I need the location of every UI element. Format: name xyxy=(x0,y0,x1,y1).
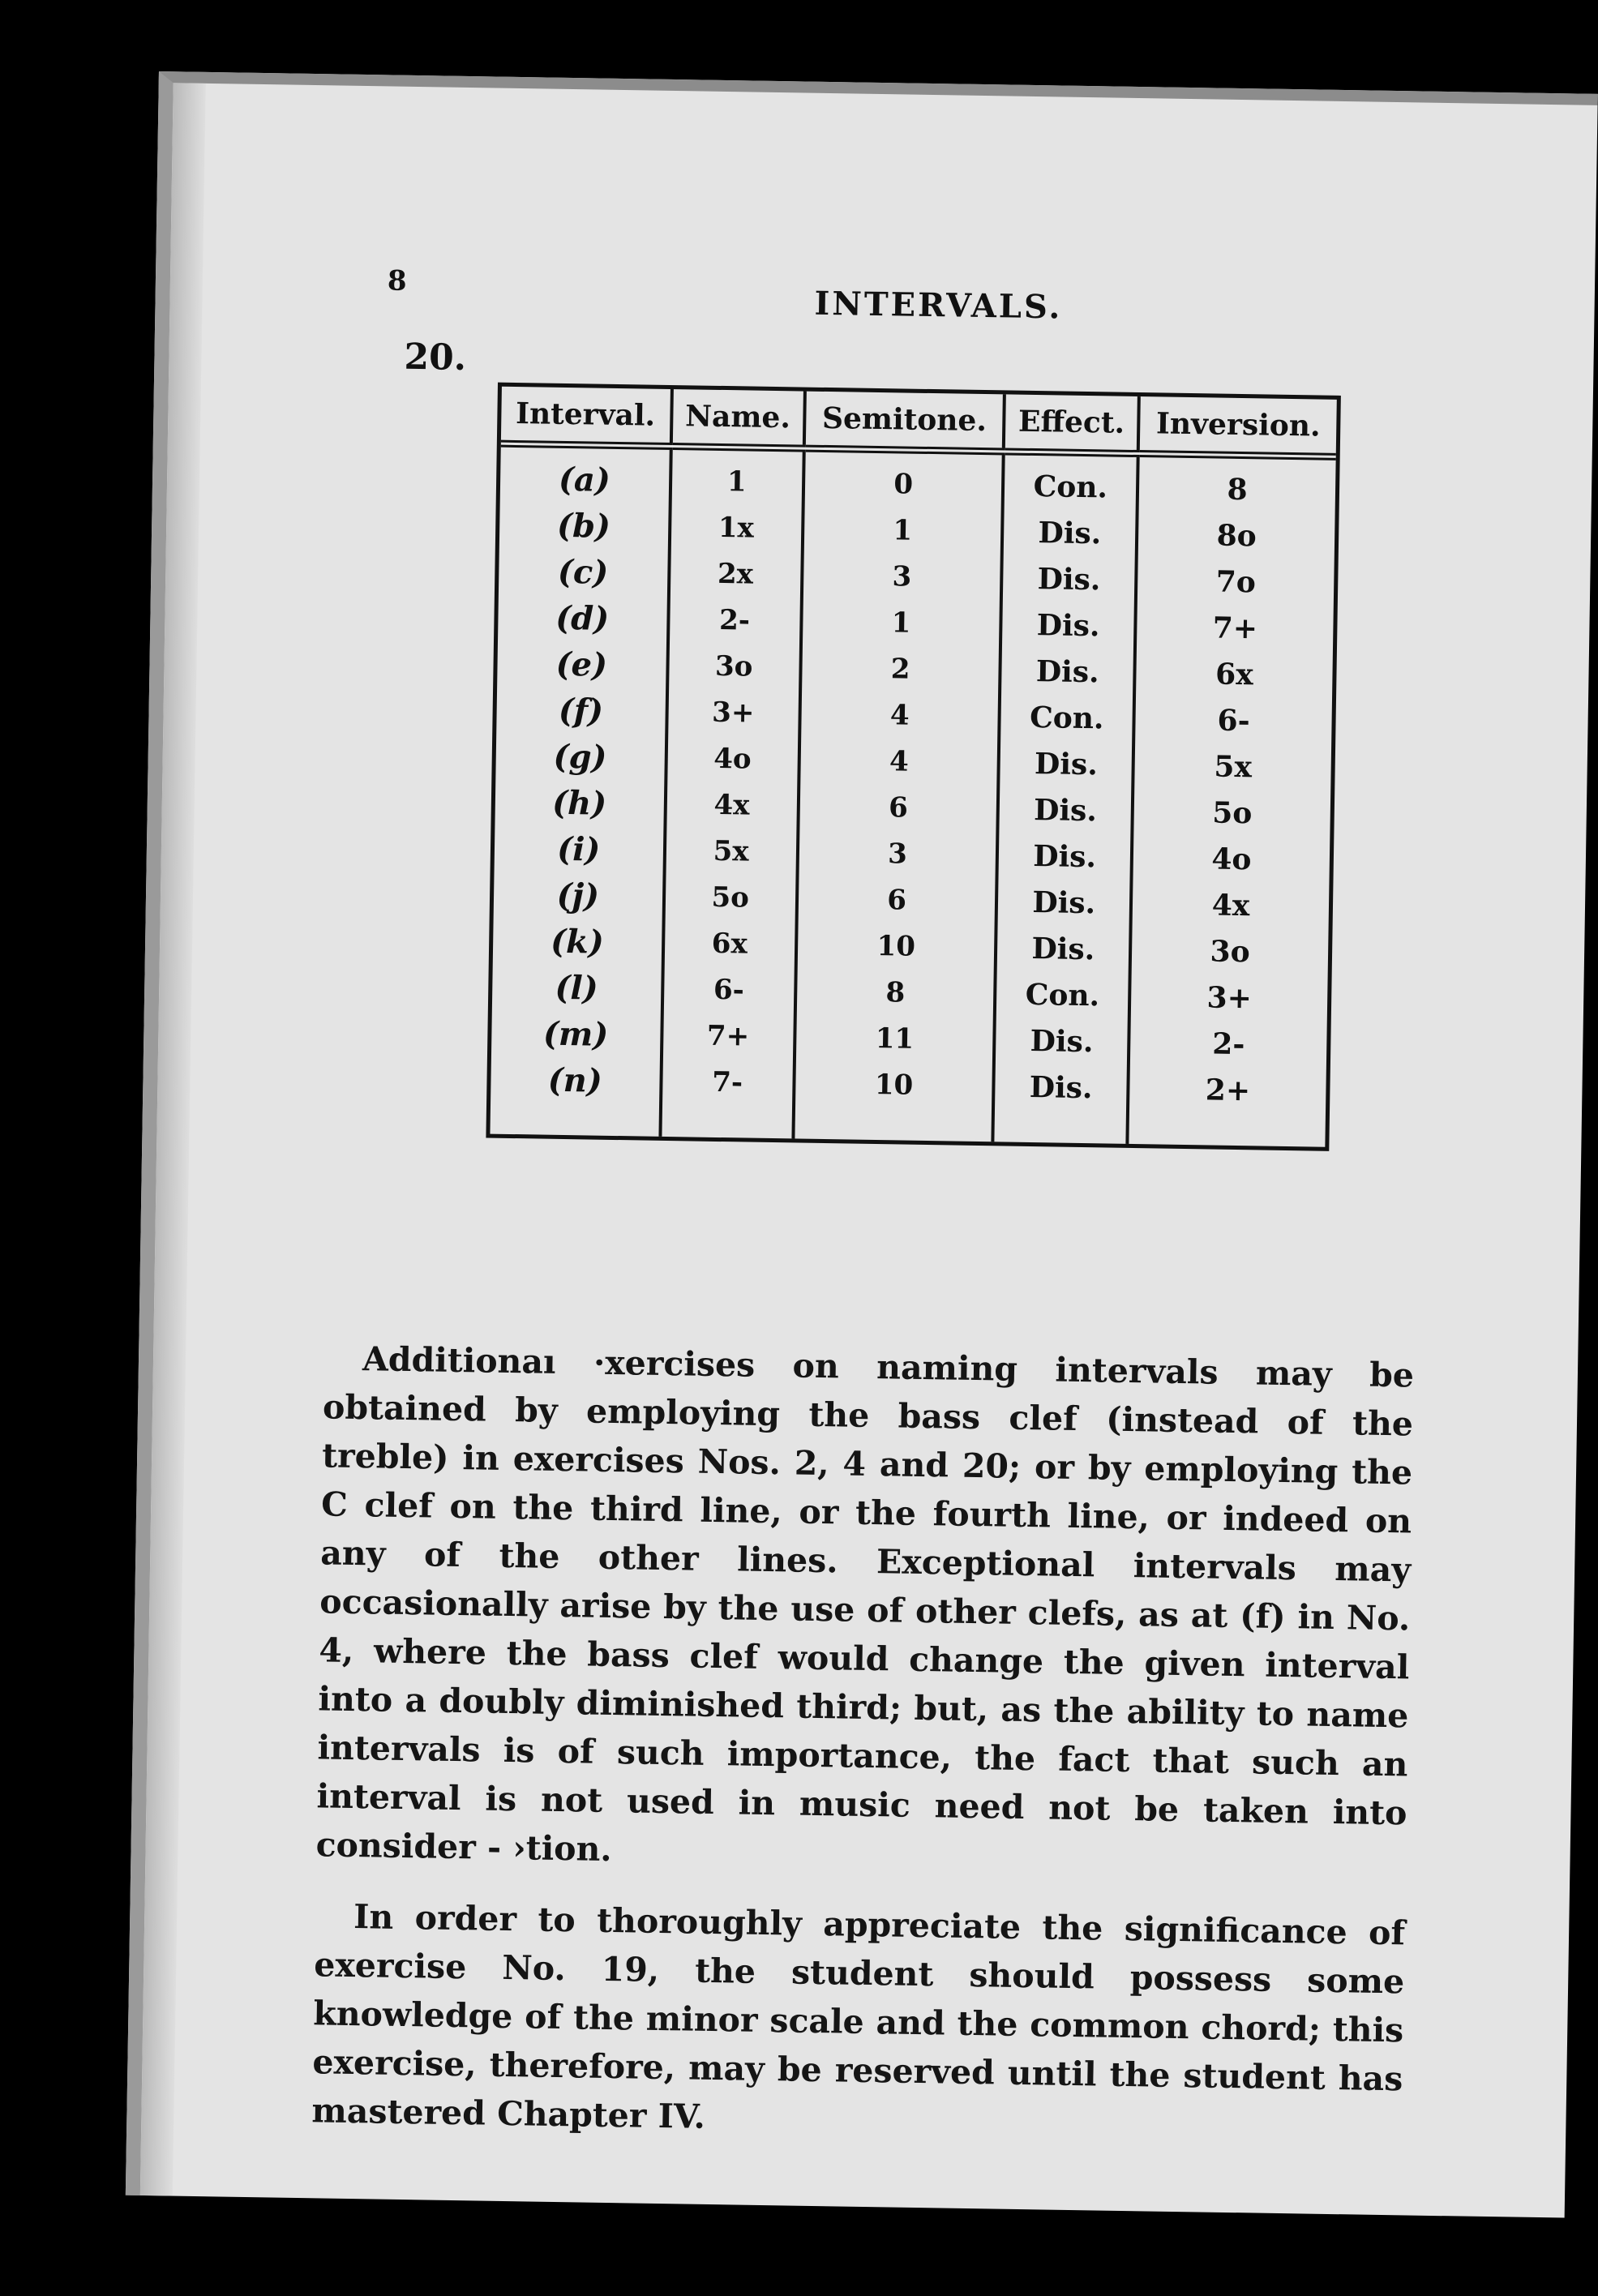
name-cell: 3o xyxy=(714,649,753,683)
interval-cell: (d) xyxy=(555,598,610,638)
inversion-cell: 7+ xyxy=(1212,610,1258,646)
body-text xyxy=(311,1334,1415,2174)
name-cell: 4o xyxy=(713,742,752,776)
interval-cell: (i) xyxy=(556,829,601,869)
inversion-cell: 8 xyxy=(1227,472,1248,508)
semitone-cell: 10 xyxy=(874,1069,914,1102)
interval-cell: (j) xyxy=(556,876,600,915)
interval-cell: (a) xyxy=(558,460,611,499)
name-column xyxy=(660,446,804,1138)
header-inversion: Inversion. xyxy=(1138,396,1337,456)
interval-cell: (h) xyxy=(551,783,607,823)
semitone-cell: 11 xyxy=(875,1022,915,1056)
inversion-cell: 4o xyxy=(1211,842,1252,877)
intervals-table xyxy=(490,387,1336,1147)
effect-cell: Dis. xyxy=(1037,562,1101,598)
intervals-table-frame xyxy=(486,383,1341,1151)
paragraph: Additionaı ·xercises on naming intervals may be obtained by employing the bass clef (instead of the treble) in exercises Nos. 2, 4 and 20; or by employing the C clef on the third line, or the fourth line, or indeed on any of the other lines. Exceptional intervals may occasionally arise by the use of other clefs, as at (f) in No. 4, where the bass clef would change the given interval into a doubly diminished third; but, as the ability to name intervals is of such importance, the fact that such an interval is not used in music need not be taken into consider - ›tion. xyxy=(315,1339,1415,1870)
page-number: 8 xyxy=(387,264,407,298)
running-head: INTERVALS. xyxy=(814,284,1063,327)
effect-cell: Dis. xyxy=(1033,793,1098,829)
effect-cell: Con. xyxy=(1025,977,1100,1013)
name-cell: 1x xyxy=(718,511,755,545)
semitone-cell: 4 xyxy=(889,745,909,778)
interval-column xyxy=(490,443,670,1137)
name-cell: 5o xyxy=(711,880,750,915)
name-cell: 6x xyxy=(711,927,748,961)
semitone-cell: 3 xyxy=(887,837,908,871)
effect-cell: Dis. xyxy=(1030,1024,1094,1060)
interval-cell: (m) xyxy=(542,1014,609,1054)
interval-cell: (k) xyxy=(550,922,605,962)
semitone-cell: 0 xyxy=(893,468,914,501)
inversion-cell: 3o xyxy=(1210,934,1250,970)
name-cell: 2x xyxy=(717,557,754,591)
effect-cell: Dis. xyxy=(1034,747,1099,782)
interval-cell: (b) xyxy=(556,506,611,546)
interval-cell: (l) xyxy=(555,968,598,1008)
effect-cell: Dis. xyxy=(1036,608,1100,644)
inversion-cell: 5x xyxy=(1214,749,1253,785)
inversion-cell: 2- xyxy=(1212,1026,1245,1062)
interval-cell: (n) xyxy=(547,1060,603,1100)
semitone-column xyxy=(793,448,1004,1142)
semitone-cell: 8 xyxy=(885,976,906,1009)
paragraph: In order to thoroughly appreciate the significance of exercise No. 19, the student should possess some knowledge of the minor scale and the common chord; this exercise, therefore, may be reserved until the student has mastered Chapter IV. xyxy=(311,1897,1406,2136)
semitone-cell: 1 xyxy=(893,514,913,547)
effect-column xyxy=(993,452,1138,1144)
header-effect: Effect. xyxy=(1004,394,1139,453)
semitone-cell: 3 xyxy=(892,560,912,593)
inversion-cell: 2+ xyxy=(1205,1073,1251,1108)
interval-cell: (e) xyxy=(555,645,608,684)
header-semitone: Semitone. xyxy=(804,392,1005,452)
inversion-cell: 5o xyxy=(1211,795,1253,831)
inversion-column xyxy=(1127,454,1335,1147)
inversion-cell: 4x xyxy=(1211,888,1250,923)
inversion-cell: 8o xyxy=(1216,518,1257,554)
semitone-cell: 6 xyxy=(887,884,907,917)
effect-cell: Con. xyxy=(1029,700,1104,736)
table-body-row xyxy=(490,443,1335,1147)
effect-cell: Dis. xyxy=(1032,839,1097,875)
name-cell: 2- xyxy=(718,603,751,637)
effect-cell: Dis. xyxy=(1031,932,1095,967)
header-name: Name. xyxy=(670,389,804,448)
name-cell: 4x xyxy=(713,788,750,822)
name-cell: 1 xyxy=(726,465,747,499)
name-cell: 7+ xyxy=(706,1019,750,1053)
book-page xyxy=(126,71,1598,2218)
semitone-cell: 2 xyxy=(890,653,910,686)
header-interval: Interval. xyxy=(501,387,672,447)
effect-cell: Dis. xyxy=(1032,885,1096,921)
effect-cell: Dis. xyxy=(1038,516,1102,551)
interval-cell: (g) xyxy=(553,737,607,777)
semitone-cell: 6 xyxy=(888,791,909,825)
semitone-cell: 10 xyxy=(876,930,916,963)
interval-cell: (f) xyxy=(558,691,604,730)
inversion-cell: 7o xyxy=(1215,564,1257,600)
semitone-cell: 1 xyxy=(891,606,911,640)
inversion-cell: 6- xyxy=(1217,703,1250,739)
name-cell: 3+ xyxy=(711,696,755,730)
semitone-cell: 4 xyxy=(889,699,910,732)
inversion-cell: 6x xyxy=(1215,657,1254,692)
interval-cell: (c) xyxy=(557,552,609,592)
effect-cell: Dis. xyxy=(1029,1070,1093,1106)
name-cell: 6- xyxy=(713,973,745,1007)
name-cell: 7- xyxy=(711,1065,743,1099)
inversion-cell: 3+ xyxy=(1206,980,1253,1016)
effect-cell: Con. xyxy=(1033,469,1108,505)
exercise-number: 20. xyxy=(404,336,467,379)
name-cell: 5x xyxy=(713,834,749,868)
effect-cell: Dis. xyxy=(1035,654,1099,690)
